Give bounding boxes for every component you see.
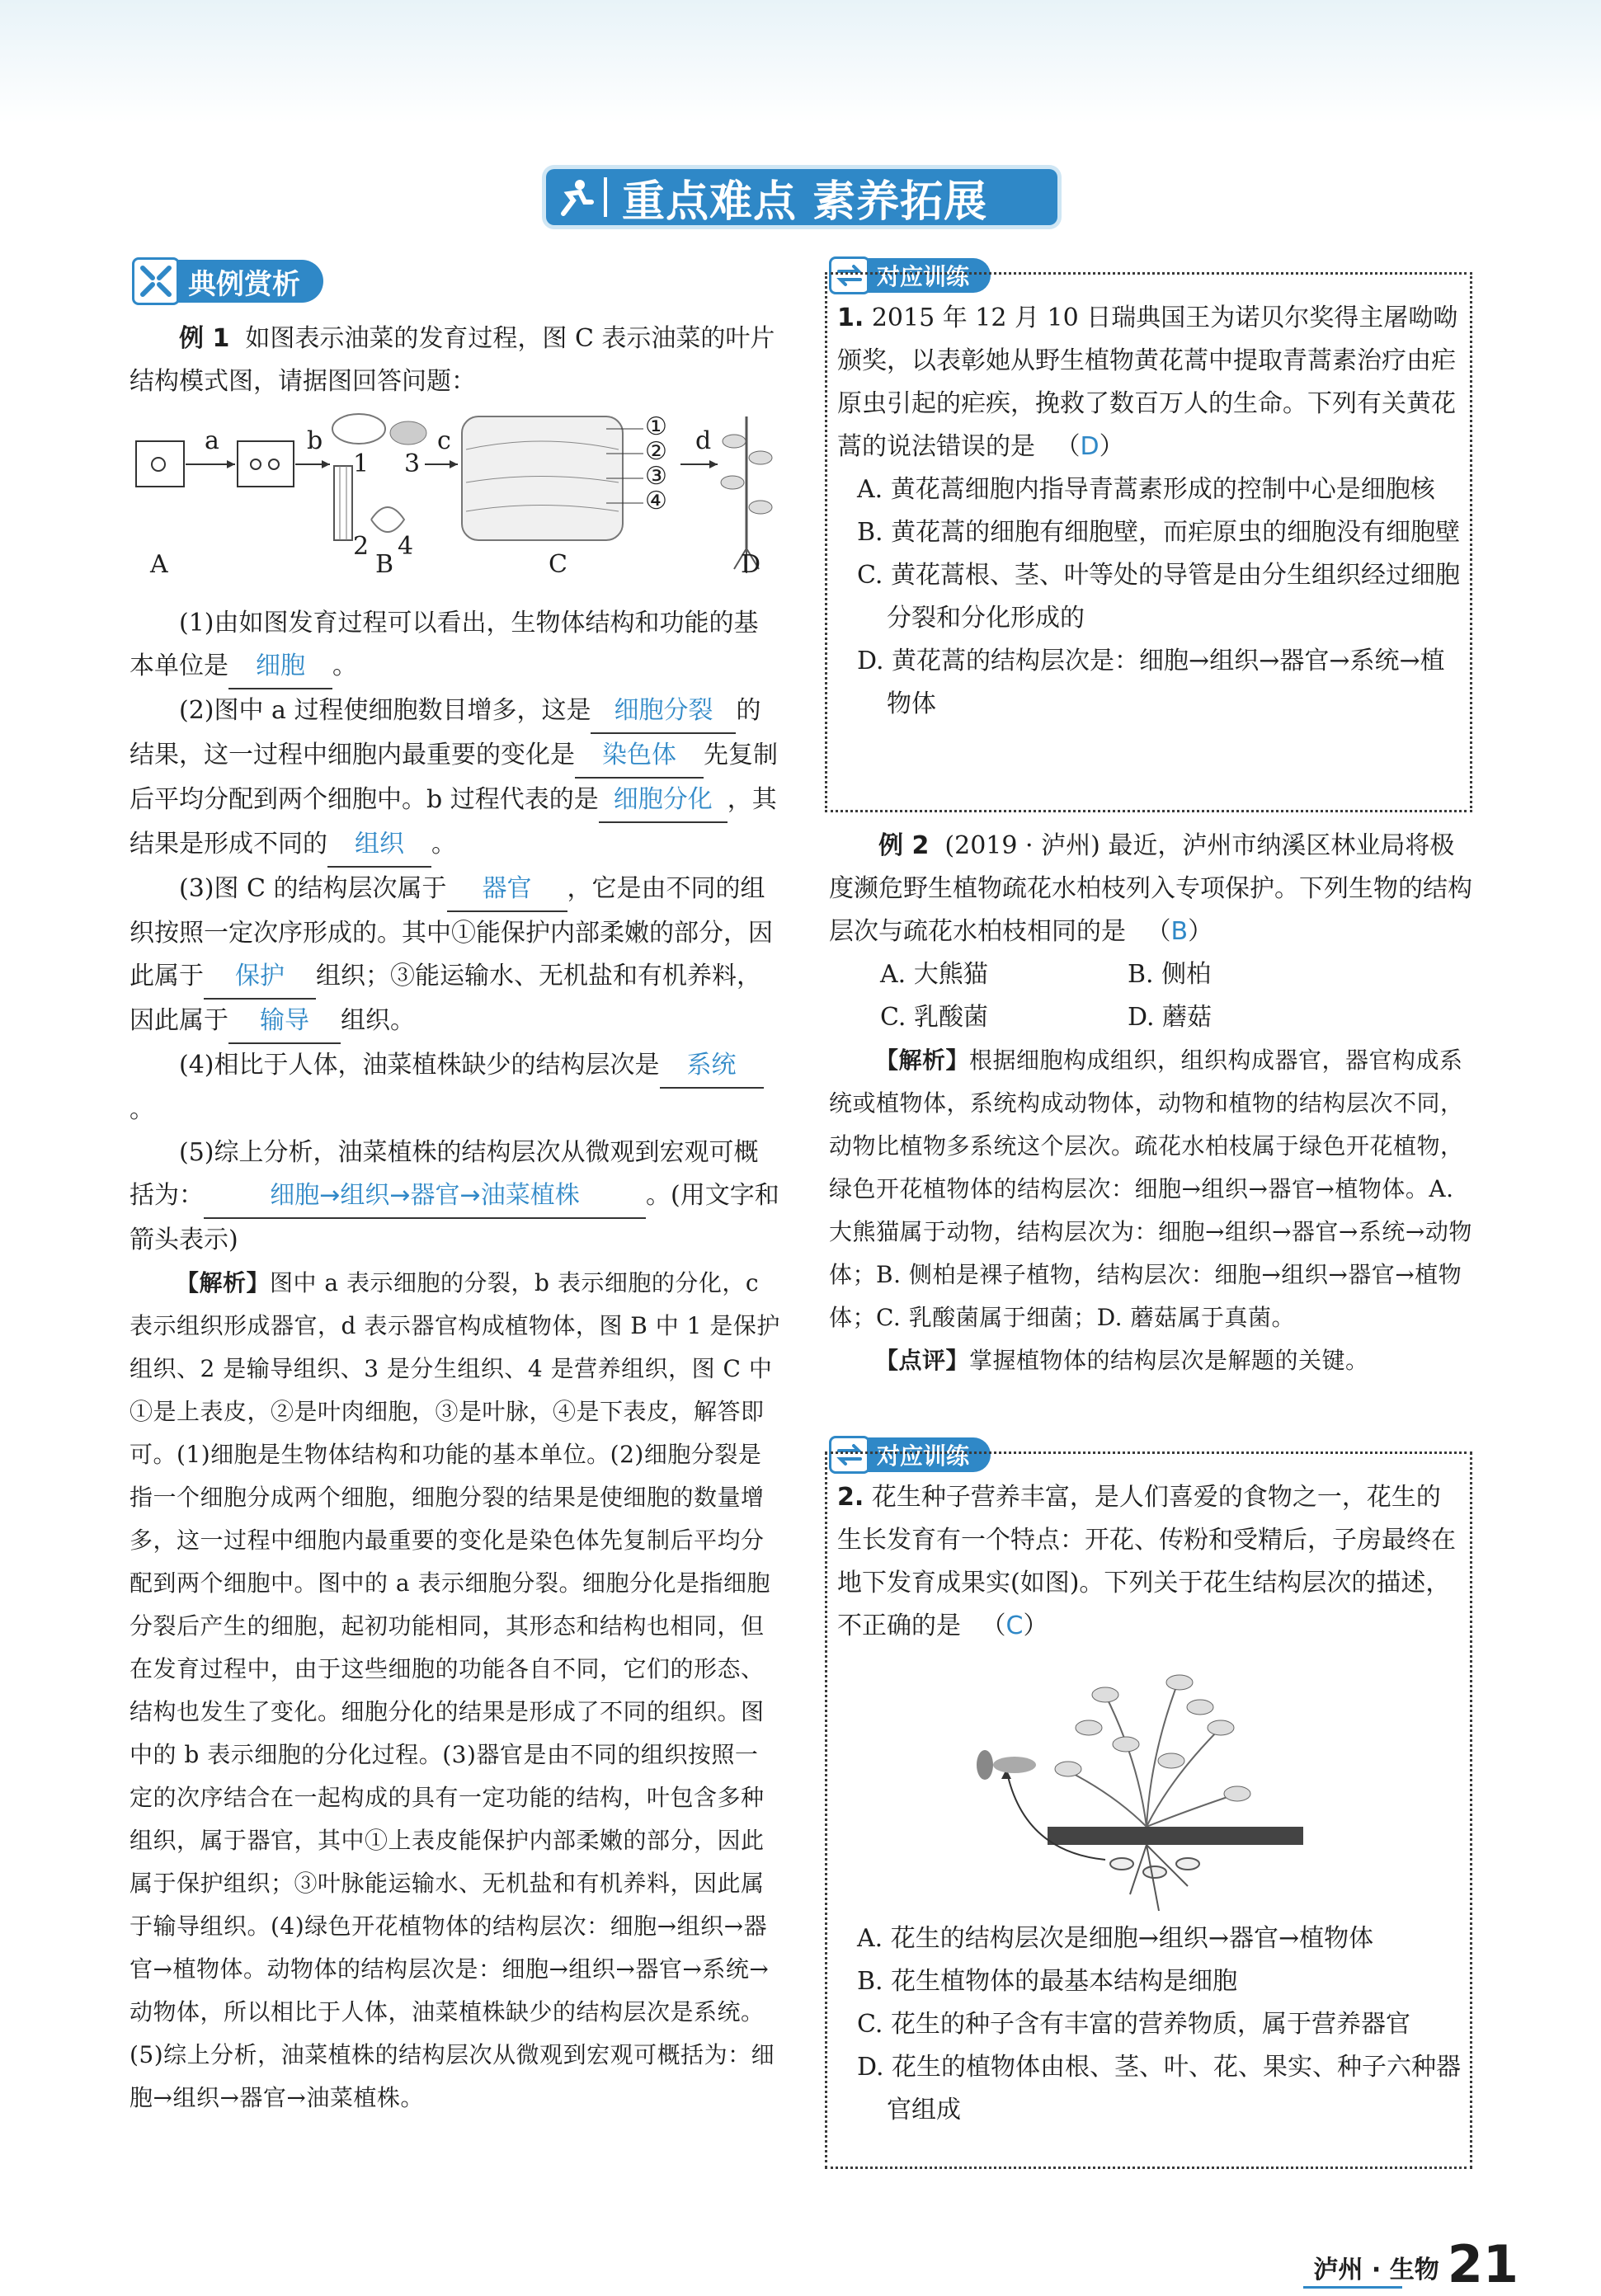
analysis-label: 【解析】 — [176, 1269, 271, 1296]
q3-answer-1: 器官 — [447, 868, 567, 912]
arrows-cross-icon — [132, 257, 180, 305]
q2-option-a: A. 花生的结构层次是细胞→组织→器官→植物体 — [857, 1924, 1374, 1953]
example1-label: 例 1 — [179, 324, 230, 353]
q5-answer: 细胞→组织→器官→油菜植株 — [204, 1174, 646, 1219]
training-q2-options — [837, 1917, 1464, 2132]
q3-post: 组织。 — [341, 1006, 415, 1035]
circled-4: ④ — [645, 487, 667, 515]
q2-answer-3: 细胞分化 — [599, 779, 728, 823]
example1-q5 — [129, 1132, 781, 1262]
q4-text: (4)相比于人体，油菜植株缺少的结构层次是 — [179, 1051, 660, 1080]
caption-A: A — [150, 550, 168, 579]
q1-number: 1. — [837, 303, 864, 332]
q1-stem: 1. 2015 年 12 月 10 日瑞典国王为诺贝尔奖得主屠呦呦颁奖，以表彰她从野生植物黄花蒿中提取青蒿素治疗由疟原虫引起的疟疾，挽救了数百万人的生命。下列有关黄花蒿的说法错误的是 （D） — [837, 303, 1458, 461]
example2-stem: 例 2 (2019 · 泸州) 最近，泸州市纳溪区林业局将极度濒危野生植物疏花水柏枝列入专项保护。下列生物的结构层次与疏花水柏枝相同的是 （B） — [829, 831, 1472, 946]
example-section-tag — [132, 257, 323, 305]
top-band — [0, 0, 1601, 124]
example2-source: (2019 · 泸州) — [944, 831, 1100, 860]
part-num-4: 4 — [398, 532, 414, 561]
example2-stem-text: 最近，泸州市纳溪区林业局将极度濒危野生植物疏花水柏枝列入专项保护。下列生物的结构层次与疏花水柏枝相同的是 — [829, 831, 1472, 946]
footer-subject: 泸州 · 生物 — [1313, 2256, 1439, 2284]
example2-analysis — [829, 1039, 1476, 1339]
rapeseed-development-diagram — [132, 408, 784, 598]
circled-1: ① — [645, 412, 667, 441]
peanut-plant-illustration — [990, 1662, 1320, 1934]
q3-mid1: ，它是由不同的组织按照一定次序形成的。其中①能保护内部柔嫩的部分，因此属于 — [129, 874, 773, 990]
q2-answer: C — [1005, 1611, 1024, 1640]
section-banner — [546, 169, 1057, 225]
example1-stem-text: 如图表示油菜的发育过程，图 C 表示油菜的叶片结构模式图，请据图回答问题： — [129, 324, 775, 396]
q4-answer: 系统 — [660, 1044, 764, 1089]
training-label-2: 对应训练 — [867, 1437, 991, 1472]
e2-comment-text: 掌握植物体的结构层次是解题的关键。 — [969, 1347, 1369, 1374]
q2-option-d: D. 花生的植物体由根、茎、叶、花、果实、种子六种器官组成 — [857, 2053, 1462, 2124]
part-num-1: 1 — [353, 449, 370, 478]
q2-answer-2: 染色体 — [575, 734, 704, 779]
q1-option-b: B. 黄花蒿的细胞有细胞壁，而疟原虫的细胞没有细胞壁 — [857, 518, 1461, 547]
example1-q3 — [129, 868, 781, 1044]
arrow-label-c: c — [437, 426, 451, 455]
e2-option-c: C. 乳酸菌 — [880, 1003, 988, 1032]
q1-option-c: C. 黄花蒿根、茎、叶等处的导管是由分生组织经过细胞分裂和分化形成的 — [857, 561, 1460, 633]
q3-answer-3: 输导 — [228, 1000, 341, 1044]
e2-option-d: D. 蘑菇 — [1128, 1003, 1213, 1032]
q2-post: 。 — [431, 830, 456, 859]
circled-3: ③ — [645, 462, 667, 491]
q1-answer: D — [1080, 432, 1100, 461]
training-q1 — [837, 297, 1464, 726]
example2-options-row1 — [829, 953, 1476, 996]
page-number: 21 — [1447, 2234, 1519, 2294]
left-questions — [129, 602, 781, 2120]
q2-answer-1: 细胞分裂 — [591, 689, 736, 734]
e2-analysis-text: 根据细胞构成组织，组织构成器官，器官构成系统或植物体，系统构成动物体，动物和植物的结构层次不同，动物比植物多系统这个层次。疏花水柏枝属于绿色开花植物，绿色开花植物体的结构层次：细胞→组织→器官→植物体。A. 大熊猫属于动物，结构层次为：细胞→组织→器官→系统→动物体；B. 侧柏是裸子植物，结构层次：细胞→组织→器官→植物体；C. 乳酸菌属于细菌；D. 蘑菇属于真菌。 — [829, 1047, 1472, 1331]
example1-analysis — [129, 1262, 781, 2120]
example2-answer: B — [1170, 917, 1189, 946]
page-footer — [1313, 2234, 1519, 2294]
left-column — [129, 318, 781, 403]
q1-answer: 细胞 — [228, 645, 332, 689]
q2-mid2: 先复制后平均分配到两个细胞中。b 过程代表的是 — [129, 741, 778, 814]
training-q2 — [837, 1476, 1464, 1648]
q1-stem-text: 2015 年 12 月 10 日瑞典国王为诺贝尔奖得主屠呦呦颁奖，以表彰她从野生植物黄花蒿中提取青蒿素治疗由疟原虫引起的疟疾，挽救了数百万人的生命。下列有关黄花蒿的说法错误的是 — [837, 303, 1458, 461]
q2-stem-text: 花生种子营养丰富，是人们喜爱的食物之一，花生的生长发育有一个特点：开花、传粉和受精后，子房最终在地下发育成果实(如图)。下列关于花生结构层次的描述，不正确的是 — [837, 1483, 1456, 1640]
q3-text: (3)图 C 的结构层次属于 — [179, 874, 447, 903]
caption-B: B — [375, 550, 394, 579]
example2-options-row2 — [829, 996, 1476, 1039]
q2-number: 2. — [837, 1483, 864, 1512]
example2-label: 例 2 — [878, 831, 930, 860]
example-section-label: 典例赏析 — [177, 260, 323, 303]
q2-answer-4: 组织 — [327, 823, 431, 868]
q1-post: 。 — [332, 652, 357, 680]
example2-comment — [829, 1339, 1476, 1382]
banner-title: 重点难点 素养拓展 — [622, 176, 988, 227]
arrow-label-b: b — [307, 426, 323, 455]
q2-mid3: ，其结果是形成不同的 — [129, 785, 777, 859]
q1-option-a: A. 黄花蒿细胞内指导青蒿素形成的控制中心是细胞核 — [857, 475, 1435, 504]
q2-mid1: 的结果，这一过程中细胞内最重要的变化是 — [129, 696, 761, 769]
q1-option-d: D. 黄花蒿的结构层次是：细胞→组织→器官→系统→植物体 — [857, 647, 1445, 718]
q3-mid2: 组织；③能运输水、无机盐和有机养料，因此属于 — [129, 962, 761, 1035]
arrow-label-a: a — [205, 426, 219, 455]
e2-analysis-label: 【解析】 — [875, 1047, 970, 1074]
q2-option-c: C. 花生的种子含有丰富的营养物质，属于营养器官 — [857, 2010, 1410, 2039]
q3-answer-2: 保护 — [204, 955, 316, 1000]
example1-stem — [129, 318, 781, 403]
circled-2: ② — [645, 437, 667, 466]
runner-icon — [546, 169, 604, 225]
footer-line — [1303, 2286, 1402, 2289]
q5-post: 。(用文字和箭头表示) — [129, 1181, 779, 1254]
e2-option-b: B. 侧柏 — [1128, 960, 1212, 989]
q1-text: (1)由如图发育过程可以看出，生物体结构和功能的基本单位是 — [129, 609, 759, 680]
q4-post: 。 — [129, 1095, 154, 1124]
example1-q2 — [129, 689, 781, 868]
q2-text: (2)图中 a 过程使细胞数目增多，这是 — [179, 696, 591, 725]
example1-q4 — [129, 1044, 781, 1132]
part-num-3: 3 — [404, 449, 421, 478]
peanut-pods — [973, 1748, 1039, 1781]
example1-q1 — [129, 602, 781, 689]
e2-option-a: A. 大熊猫 — [880, 960, 988, 989]
training-label-1: 对应训练 — [867, 258, 991, 293]
caption-C: C — [549, 550, 567, 579]
q5-text: (5)综上分析，油菜植株的结构层次从微观到宏观可概括为： — [129, 1138, 759, 1210]
q2-stem: 2. 花生种子营养丰富，是人们喜爱的食物之一，花生的生长发育有一个特点：开花、传粉和受精后，子房最终在地下发育成果实(如图)。下列关于花生结构层次的描述，不正确的是 （C） — [837, 1483, 1456, 1640]
example2 — [829, 825, 1476, 1382]
q2-option-b: B. 花生植物体的最基本结构是细胞 — [857, 1967, 1238, 1996]
cell-a-shape — [136, 441, 184, 487]
caption-D: D — [741, 550, 761, 579]
e2-comment-label: 【点评】 — [875, 1347, 970, 1374]
analysis-text: 图中 a 表示细胞的分裂，b 表示细胞的分化，c 表示组织形成器官，d 表示器官构成植物体，图 B 中 1 是保护组织、2 是输导组织、3 是分生组织、4 是营养组织，图 C 中①是上表皮，②是叶肉细胞，③是叶脉，④是下表皮，解答即可。(1)细胞是生物体结构和功能的基本单位。(2)细胞分裂是指一个细胞分成两个细胞，细胞分裂的结果是使细胞的数量增多，这一过程中细胞内最重要的变化是染色体先复制后平均分配到两个细胞中。图中的 a 表示细胞分裂。细胞分化是指细胞分裂后产生的细胞，起初功能相同，其形态和结构也相同，但在发育过程中，由于这些细胞的功能各自不同，它们的形态、结构也发生了变化。细胞分化的结果是形成了不同的组织。图中的 b 表示细胞的分化过程。(3)器官是由不同的组织按照一定的次序结合在一起构成的具有一定功能的结构，叶包含多种组织，属于器官，其中①上表皮能保护内部柔嫩的部分，因此属于保护组织；③叶脉能运输水、无机盐和有机养料，因此属于输导组织。(4)绿色开花植物体的结构层次：细胞→组织→器官→植物体。动物体的结构层次是：细胞→组织→器官→系统→动物体，所以相比于人体，油菜植株缺少的结构层次是系统。(5)综上分析，油菜植株的结构层次从微观到宏观可概括为：细胞→组织→器官→油菜植株。 — [129, 1269, 780, 2111]
part-num-2: 2 — [353, 532, 370, 561]
arrow-label-d: d — [695, 426, 712, 455]
